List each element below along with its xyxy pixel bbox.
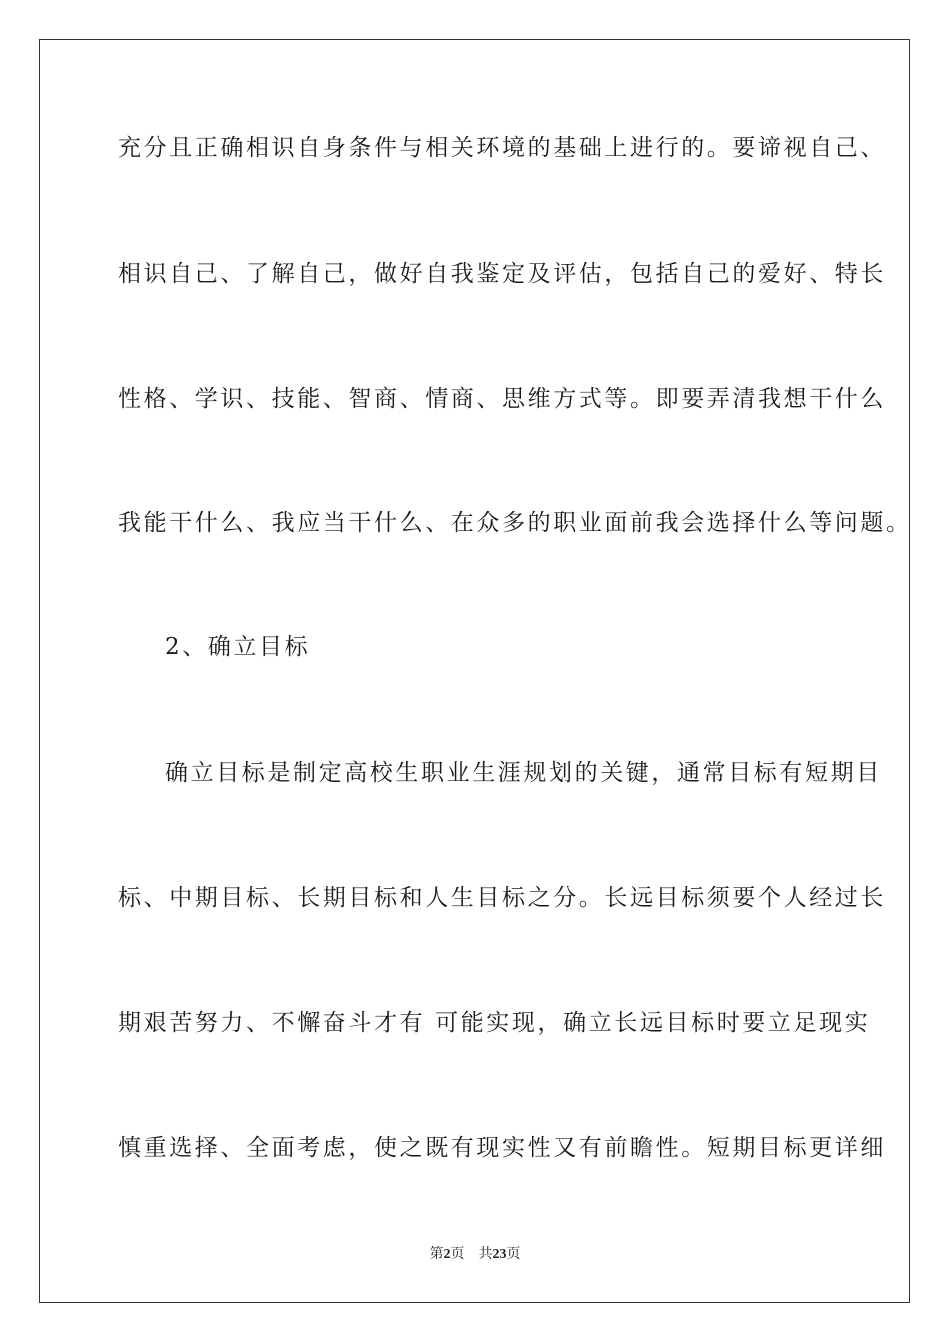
- body-text-line: 性格、学识、技能、智商、情商、思维方式等。即要弄清我想干什么: [118, 386, 886, 412]
- body-text-line: 标、中期目标、长期目标和人生目标之分。长远目标须要个人经过长: [118, 885, 886, 911]
- body-text-line: 慎重选择、全面考虑，使之既有现实性又有前瞻性。短期目标更详细: [118, 1135, 886, 1161]
- body-text-line: 充分且正确相识自身条件与相关环境的基础上进行的。要谛视自己、: [118, 135, 886, 161]
- page-suffix: 页: [450, 1247, 465, 1262]
- body-text-line: 期艰苦努力、不懈奋斗才有 可能实现，确立长远目标时要立足现实: [118, 1010, 871, 1036]
- page-footer: [0, 1245, 950, 1265]
- page-border: [39, 39, 910, 1303]
- section-heading: 2、确立目标: [165, 634, 311, 660]
- current-page-number: 2: [443, 1247, 451, 1262]
- total-prefix: 共: [478, 1247, 493, 1262]
- total-suffix: 页: [506, 1247, 521, 1262]
- body-text-line: 相识自己、了解自己，做好自我鉴定及评估，包括自己的爱好、特长: [118, 261, 886, 287]
- total-pages-number: 23: [492, 1247, 507, 1262]
- body-text-line: 我能干什么、我应当干什么、在众多的职业面前我会选择什么等问题。: [118, 510, 912, 536]
- page-prefix: 第: [429, 1247, 444, 1262]
- body-text-line: 确立目标是制定高校生职业生涯规划的关键，通常目标有短期目: [165, 760, 882, 786]
